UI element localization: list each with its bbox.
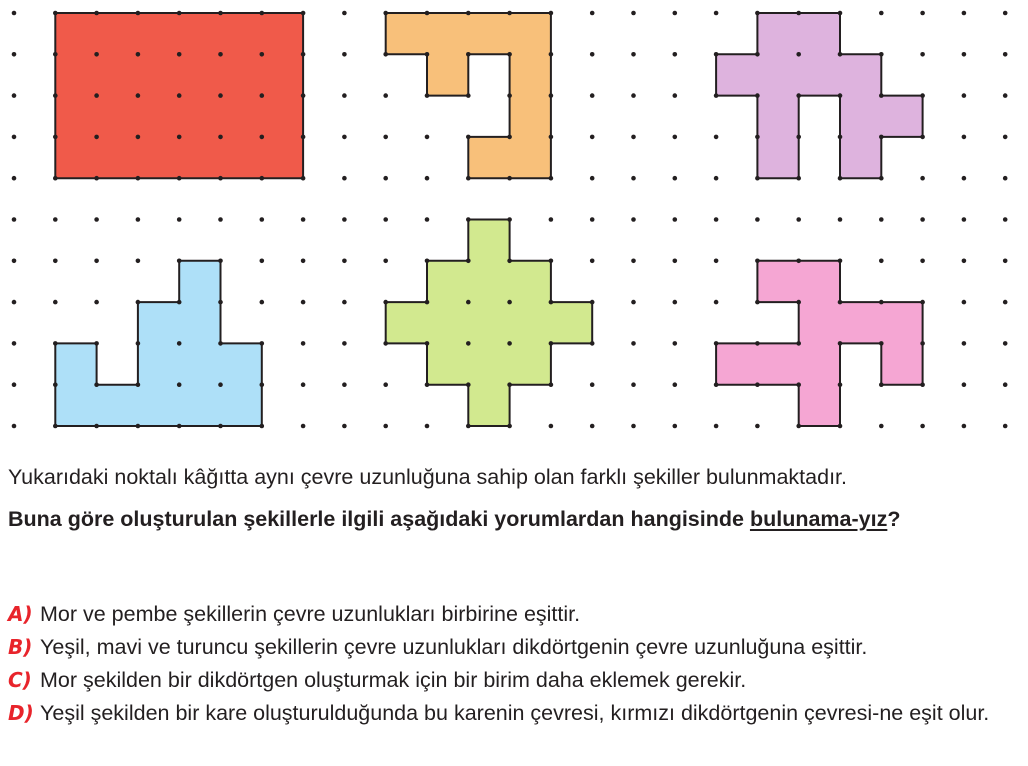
grid-dot — [549, 11, 554, 16]
grid-dot — [879, 217, 884, 222]
grid-dot — [631, 135, 636, 140]
grid-dot — [838, 11, 843, 16]
grid-dot — [920, 424, 925, 429]
grid-dot — [342, 217, 347, 222]
grid-dot — [53, 135, 58, 140]
grid-dot — [94, 300, 99, 305]
grid-dot — [260, 382, 265, 387]
grid-dot — [590, 52, 595, 57]
grid-dot — [590, 424, 595, 429]
grid-dot — [796, 135, 801, 140]
grid-dot — [838, 217, 843, 222]
option-text: Yeşil, mavi ve turuncu şekillerin çevre uzunlukları dikdörtgenin çevre uzunluğuna eşittir. — [40, 635, 868, 659]
grid-dot — [342, 259, 347, 264]
grid-dot — [466, 217, 471, 222]
grid-dot — [507, 52, 512, 57]
grid-dot — [1003, 135, 1008, 140]
grid-dot — [136, 424, 141, 429]
grid-dot — [301, 11, 306, 16]
grid-dot — [425, 424, 430, 429]
grid-dot — [466, 93, 471, 98]
grid-dot — [12, 93, 17, 98]
grid-dot — [218, 11, 223, 16]
grid-dot — [136, 382, 141, 387]
grid-dot — [962, 259, 967, 264]
grid-dot — [673, 217, 678, 222]
option-text: Yeşil şekilden bir kare oluşturulduğunda bu karenin çevresi, kırmızı dikdörtgenin çevresi-ne eşit olur. — [40, 701, 990, 725]
grid-dot — [301, 300, 306, 305]
grid-dot — [383, 217, 388, 222]
grid-dot — [673, 52, 678, 57]
grid-dot — [631, 300, 636, 305]
grid-dot — [879, 382, 884, 387]
grid-dot — [466, 259, 471, 264]
grid-dot — [425, 259, 430, 264]
grid-dot — [260, 52, 265, 57]
grid-dot — [879, 52, 884, 57]
grid-dot — [1003, 52, 1008, 57]
grid-dot — [838, 259, 843, 264]
grid-dot — [714, 11, 719, 16]
grid-dot — [383, 176, 388, 181]
option-text: Mor ve pembe şekillerin çevre uzunlukları birbirine eşittir. — [40, 602, 581, 626]
grid-dot — [425, 341, 430, 346]
grid-dot — [631, 259, 636, 264]
grid-dot — [218, 259, 223, 264]
grid-dot — [425, 52, 430, 57]
grid-dot — [177, 93, 182, 98]
grid-dot — [12, 217, 17, 222]
grid-dot — [920, 217, 925, 222]
grid-dot — [631, 52, 636, 57]
grid-dot — [507, 382, 512, 387]
grid-dot — [796, 259, 801, 264]
grid-dot — [342, 382, 347, 387]
grid-dot — [1003, 259, 1008, 264]
question-main: Buna göre oluşturulan şekillerle ilgili aşağıdaki yorumlardan hangisinde — [8, 507, 750, 531]
grid-dot — [714, 341, 719, 346]
grid-dot — [879, 259, 884, 264]
grid-dot — [301, 217, 306, 222]
grid-dot — [507, 300, 512, 305]
grid-dot — [755, 259, 760, 264]
grid-dot — [94, 217, 99, 222]
grid-dot — [53, 382, 58, 387]
grid-dot — [342, 424, 347, 429]
grid-dot — [301, 176, 306, 181]
grid-dot — [962, 217, 967, 222]
grid-dot — [920, 259, 925, 264]
grid-dot — [507, 217, 512, 222]
grid-dot — [425, 217, 430, 222]
pink-shape — [716, 261, 923, 426]
grid-dot — [425, 300, 430, 305]
grid-dot — [920, 176, 925, 181]
grid-dot — [260, 135, 265, 140]
grid-dot — [673, 93, 678, 98]
grid-dot — [920, 52, 925, 57]
grid-dot — [301, 424, 306, 429]
grid-dot — [383, 93, 388, 98]
grid-dot — [94, 52, 99, 57]
grid-dot — [342, 11, 347, 16]
grid-dot — [94, 176, 99, 181]
grid-dot — [218, 176, 223, 181]
grid-dot — [714, 52, 719, 57]
grid-dot — [962, 341, 967, 346]
grid-dot — [549, 52, 554, 57]
grid-dot — [673, 300, 678, 305]
grid-dot — [53, 93, 58, 98]
grid-dot — [136, 93, 141, 98]
grid-dot — [755, 135, 760, 140]
grid-dot — [177, 11, 182, 16]
grid-dot — [962, 11, 967, 16]
grid-dot — [218, 341, 223, 346]
grid-dot — [631, 341, 636, 346]
grid-dot — [673, 382, 678, 387]
grid-dot — [714, 93, 719, 98]
grid-dot — [383, 259, 388, 264]
grid-dot — [755, 93, 760, 98]
grid-dot — [425, 135, 430, 140]
grid-dot — [590, 217, 595, 222]
grid-dot — [53, 217, 58, 222]
grid-dot — [260, 341, 265, 346]
grid-dot — [425, 382, 430, 387]
grid-dot — [590, 259, 595, 264]
grid-dot — [260, 93, 265, 98]
grid-dot — [673, 259, 678, 264]
grid-dot — [631, 176, 636, 181]
grid-dot — [383, 424, 388, 429]
grid-dot — [136, 135, 141, 140]
grid-dot — [507, 341, 512, 346]
grid-dot — [714, 135, 719, 140]
grid-dot — [549, 341, 554, 346]
grid-dot — [12, 11, 17, 16]
grid-dot — [590, 93, 595, 98]
grid-dot — [714, 217, 719, 222]
grid-dot — [838, 424, 843, 429]
grid-dot — [136, 217, 141, 222]
grid-dot — [177, 341, 182, 346]
option-letter: C) — [8, 668, 32, 692]
grid-dot — [425, 176, 430, 181]
grid-dot — [136, 259, 141, 264]
grid-dot — [342, 135, 347, 140]
grid-dot — [260, 424, 265, 429]
grid-dot — [260, 176, 265, 181]
grid-dot — [466, 382, 471, 387]
grid-dot — [53, 52, 58, 57]
grid-dot — [838, 52, 843, 57]
grid-dot — [714, 300, 719, 305]
option-letter: B) — [8, 635, 33, 659]
grid-dot — [1003, 217, 1008, 222]
question-underlined: bulunama-yız — [749, 507, 888, 531]
grid-dot — [920, 300, 925, 305]
grid-dot — [590, 300, 595, 305]
grid-dot — [755, 52, 760, 57]
question-mark: ? — [887, 507, 901, 531]
grid-dot — [631, 93, 636, 98]
grid-dot — [549, 217, 554, 222]
grid-dot — [879, 176, 884, 181]
grid-dot — [466, 300, 471, 305]
grid-dot — [1003, 11, 1008, 16]
grid-dot — [631, 424, 636, 429]
grid-dot — [507, 93, 512, 98]
option-letter: D) — [8, 701, 34, 725]
grid-dot — [714, 259, 719, 264]
grid-dot — [12, 135, 17, 140]
grid-dot — [12, 52, 17, 57]
grid-dot — [136, 11, 141, 16]
grid-dot — [590, 341, 595, 346]
grid-dot — [53, 11, 58, 16]
intro-text: Yukarıdaki noktalı kâğıtta aynı çevre uzunluğuna sahip olan farklı şekiller bulunmaktadır. — [8, 465, 847, 489]
grid-dot — [1003, 341, 1008, 346]
grid-dot — [673, 176, 678, 181]
grid-dot — [796, 424, 801, 429]
grid-dot — [177, 176, 182, 181]
grid-dot — [755, 382, 760, 387]
grid-dot — [53, 176, 58, 181]
blue-shape — [55, 261, 261, 426]
grid-dot — [631, 11, 636, 16]
grid-dot — [466, 176, 471, 181]
grid-dot — [1003, 382, 1008, 387]
grid-dot — [466, 341, 471, 346]
option-text: Mor şekilden bir dikdörtgen oluşturmak için bir birim daha eklemek gerekir. — [40, 668, 747, 692]
grid-dot — [590, 11, 595, 16]
grid-dot — [590, 135, 595, 140]
grid-dot — [879, 11, 884, 16]
grid-dot — [94, 259, 99, 264]
grid-dot — [12, 300, 17, 305]
grid-dot — [12, 176, 17, 181]
grid-dot — [962, 176, 967, 181]
grid-dot — [342, 300, 347, 305]
grid-dot — [673, 341, 678, 346]
grid-dot — [920, 11, 925, 16]
option-a[interactable] — [8, 598, 1023, 631]
grid-dot — [218, 300, 223, 305]
grid-dot — [590, 382, 595, 387]
grid-dot — [466, 52, 471, 57]
grid-dot — [549, 259, 554, 264]
grid-dot — [383, 341, 388, 346]
grid-dot — [218, 52, 223, 57]
grid-dot — [94, 11, 99, 16]
grid-dot — [714, 424, 719, 429]
grid-dot — [94, 93, 99, 98]
grid-dot — [383, 52, 388, 57]
grid-dot — [796, 176, 801, 181]
grid-dot — [507, 176, 512, 181]
grid-dot — [838, 341, 843, 346]
grid-dot — [755, 341, 760, 346]
grid-dot — [12, 341, 17, 346]
green-shape — [386, 220, 593, 427]
grid-dot — [177, 52, 182, 57]
grid-dot — [466, 424, 471, 429]
grid-dot — [796, 11, 801, 16]
grid-dot — [838, 93, 843, 98]
grid-dot — [673, 424, 678, 429]
grid-dot — [177, 217, 182, 222]
grid-dot — [838, 176, 843, 181]
grid-dot — [879, 93, 884, 98]
grid-dot — [796, 382, 801, 387]
grid-dot — [796, 300, 801, 305]
grid-dot — [507, 135, 512, 140]
grid-dot — [1003, 93, 1008, 98]
grid-dot — [260, 300, 265, 305]
grid-dot — [260, 11, 265, 16]
grid-dot — [136, 341, 141, 346]
grid-dot — [466, 135, 471, 140]
grid-dot — [549, 135, 554, 140]
grid-dot — [962, 93, 967, 98]
grid-dot — [12, 259, 17, 264]
grid-dot — [301, 341, 306, 346]
option-d[interactable] — [8, 697, 1023, 730]
grid-dot — [1003, 176, 1008, 181]
grid-dot — [383, 300, 388, 305]
grid-dot — [342, 93, 347, 98]
grid-dot — [425, 11, 430, 16]
grid-dot — [920, 382, 925, 387]
grid-dot — [962, 424, 967, 429]
grid-dot — [177, 135, 182, 140]
grid-dot — [838, 382, 843, 387]
grid-dot — [714, 382, 719, 387]
grid-dot — [218, 382, 223, 387]
grid-dot — [260, 217, 265, 222]
grid-dot — [94, 382, 99, 387]
grid-dot — [1003, 424, 1008, 429]
grid-dot — [342, 52, 347, 57]
grid-dot — [631, 217, 636, 222]
grid-dot — [920, 93, 925, 98]
grid-dot — [218, 93, 223, 98]
grid-dot — [673, 11, 678, 16]
grid-dot — [755, 217, 760, 222]
grid-dot — [136, 176, 141, 181]
grid-dot — [342, 341, 347, 346]
grid-dot — [507, 11, 512, 16]
grid-dot — [673, 135, 678, 140]
grid-dot — [260, 259, 265, 264]
grid-dot — [136, 52, 141, 57]
grid-dot — [549, 93, 554, 98]
grid-dot — [755, 300, 760, 305]
grid-dot — [301, 135, 306, 140]
grid-dot — [53, 341, 58, 346]
grid-dot — [383, 11, 388, 16]
grid-dot — [94, 424, 99, 429]
grid-dot — [383, 135, 388, 140]
grid-dot — [342, 176, 347, 181]
grid-dot — [53, 300, 58, 305]
question-text — [8, 502, 1020, 536]
grid-dot — [177, 424, 182, 429]
grid-dot — [590, 176, 595, 181]
grid-dot — [549, 176, 554, 181]
grid-dot — [177, 300, 182, 305]
purple-shape — [716, 13, 923, 178]
option-c[interactable] — [8, 664, 1023, 697]
grid-dot — [549, 424, 554, 429]
grid-dot — [549, 382, 554, 387]
grid-dot — [796, 52, 801, 57]
answer-options — [8, 598, 1023, 730]
option-letter: A) — [8, 602, 33, 626]
grid-dot — [301, 93, 306, 98]
grid-dot — [796, 217, 801, 222]
grid-dot — [383, 382, 388, 387]
grid-dot — [94, 135, 99, 140]
grid-dot — [549, 300, 554, 305]
grid-dot — [12, 382, 17, 387]
grid-dot — [177, 382, 182, 387]
grid-dot — [879, 300, 884, 305]
grid-dot — [94, 341, 99, 346]
grid-dot — [301, 259, 306, 264]
grid-dot — [12, 424, 17, 429]
grid-dot — [1003, 300, 1008, 305]
grid-dot — [962, 52, 967, 57]
grid-dot — [796, 93, 801, 98]
grid-dot — [714, 176, 719, 181]
grid-dot — [796, 341, 801, 346]
grid-dot — [879, 424, 884, 429]
grid-dot — [301, 52, 306, 57]
grid-dot — [838, 135, 843, 140]
grid-dot — [425, 93, 430, 98]
grid-dot — [962, 300, 967, 305]
grid-dot — [755, 176, 760, 181]
grid-dot — [962, 382, 967, 387]
grid-dot — [53, 424, 58, 429]
grid-dot — [879, 341, 884, 346]
grid-dot — [466, 11, 471, 16]
grid-dot — [755, 11, 760, 16]
grid-dot — [136, 300, 141, 305]
grid-dot — [755, 424, 760, 429]
grid-dot — [218, 135, 223, 140]
grid-dot — [838, 300, 843, 305]
option-b[interactable] — [8, 631, 1023, 664]
grid-dot — [218, 217, 223, 222]
grid-dot — [218, 424, 223, 429]
grid-dot — [962, 135, 967, 140]
grid-dot — [920, 135, 925, 140]
grid-dot — [507, 259, 512, 264]
grid-dot — [177, 259, 182, 264]
grid-dot — [301, 382, 306, 387]
grid-dot — [920, 341, 925, 346]
grid-dot — [631, 382, 636, 387]
grid-dot — [507, 424, 512, 429]
grid-dot — [53, 259, 58, 264]
grid-dot — [879, 135, 884, 140]
